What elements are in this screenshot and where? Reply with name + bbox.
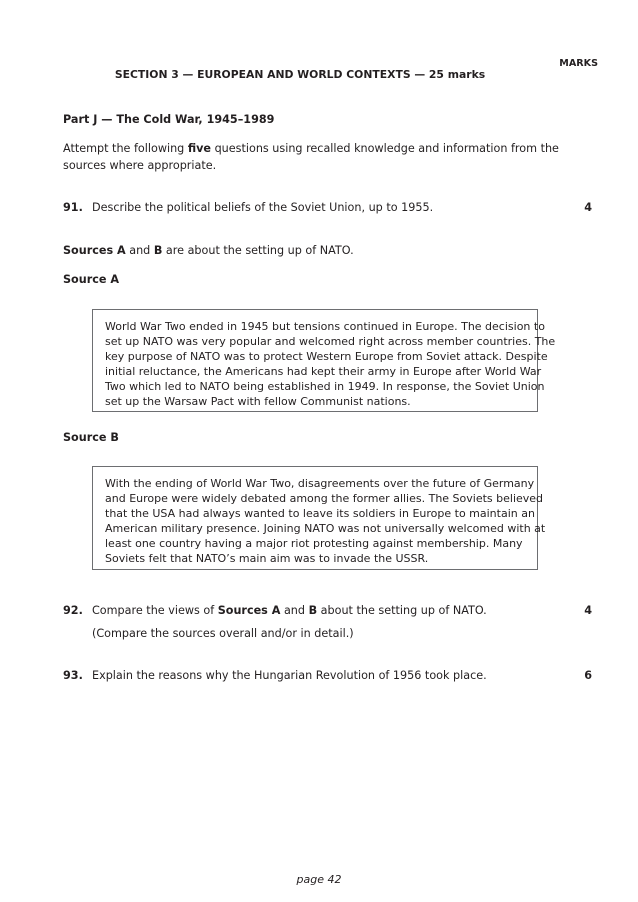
- question-92-text: [92, 604, 487, 617]
- source-b-box: [92, 466, 546, 570]
- question-93-number: 93.: [63, 669, 83, 682]
- instructions: [63, 140, 559, 174]
- source-a-line: set up NATO was very popular and welcomed right across member countries. The: [105, 335, 556, 348]
- question-93-text: Explain the reasons why the Hungarian Revolution of 1956 took place.: [92, 669, 487, 682]
- page-number: page 42: [296, 873, 342, 886]
- source-b-line: and Europe were widely debated among the former allies. The Soviets believed: [105, 492, 544, 505]
- question-92-b: B: [308, 604, 318, 617]
- source-a-line: World War Two ended in 1945 but tensions continued in Europe. The decision to: [105, 320, 545, 333]
- source-a-line: Two which led to NATO being established in 1949. In response, the Soviet Union: [105, 380, 545, 393]
- question-93-marks: 6: [584, 669, 592, 682]
- instructions-line-2: sources where appropriate.: [63, 159, 217, 172]
- sources-intro-b: B: [153, 244, 163, 257]
- question-92-mid: and: [280, 604, 309, 617]
- source-a-line: key purpose of NATO was to protect Western Europe from Soviet attack. Despite: [105, 350, 548, 363]
- source-b-line: least one country having a major riot protesting against membership. Many: [105, 537, 523, 550]
- instructions-post: questions using recalled knowledge and information from the: [211, 142, 559, 155]
- part-title: Part J — The Cold War, 1945–1989: [63, 113, 275, 126]
- question-92-subtext: (Compare the sources overall and/or in detail.): [92, 627, 354, 640]
- instructions-line-1: [63, 142, 559, 155]
- question-92-marks: 4: [584, 604, 592, 617]
- source-a-box: [92, 309, 556, 412]
- source-b-line: American military presence. Joining NATO was not universally welcomed with at: [105, 522, 546, 535]
- sources-intro-a: Sources A: [63, 244, 126, 257]
- sources-intro-mid: and: [125, 244, 154, 257]
- source-a-line: initial reluctance, the Americans had kept their army in Europe after World War: [105, 365, 542, 378]
- question-92-number: 92.: [63, 604, 83, 617]
- question-91-number: 91.: [63, 201, 83, 214]
- sources-intro-post: are about the setting up of NATO.: [162, 244, 354, 257]
- source-a-line: set up the Warsaw Pact with fellow Communist nations.: [105, 395, 411, 408]
- source-b-line: With the ending of World War Two, disagreements over the future of Germany: [105, 477, 535, 490]
- instructions-pre: Attempt the following: [63, 142, 188, 155]
- source-a-label: Source A: [63, 273, 119, 286]
- instructions-bold: five: [187, 142, 212, 155]
- source-b-label: Source B: [63, 431, 119, 444]
- source-b-line: that the USA had always wanted to leave its soldiers in Europe to maintain an: [105, 507, 535, 520]
- question-91-text: Describe the political beliefs of the Soviet Union, up to 1955.: [92, 201, 434, 214]
- question-91-marks: 4: [584, 201, 592, 214]
- marks-column-label: MARKS: [559, 58, 598, 69]
- question-92-post: about the setting up of NATO.: [317, 604, 487, 617]
- question-92-a: Sources A: [217, 604, 281, 617]
- question-92-pre: Compare the views of: [92, 604, 218, 617]
- section-title: SECTION 3 — EUROPEAN AND WORLD CONTEXTS — 25 marks: [114, 68, 486, 81]
- sources-intro: [63, 244, 354, 257]
- source-b-line: Soviets felt that NATO’s main aim was to invade the USSR.: [105, 552, 429, 565]
